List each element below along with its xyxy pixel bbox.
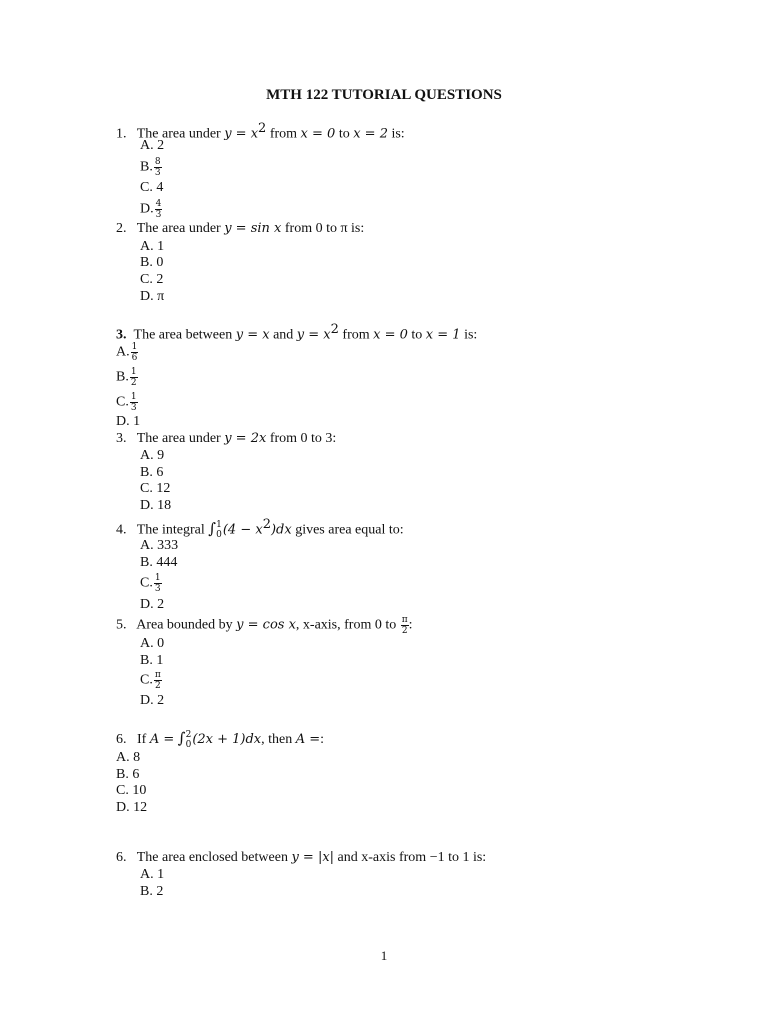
numerator: π bbox=[154, 670, 161, 680]
math-expression: x = 0 bbox=[373, 327, 408, 343]
question-text: to bbox=[338, 126, 350, 142]
upper-limit: 2 bbox=[185, 730, 192, 740]
option-b bbox=[140, 157, 162, 178]
option-a: A. 1 bbox=[140, 239, 165, 254]
math-expression: x = 1 bbox=[425, 327, 461, 343]
option-c: C. 12 bbox=[140, 481, 171, 496]
question-text: The area under bbox=[136, 431, 221, 446]
question-number: 1. bbox=[116, 126, 127, 142]
option-a: A. 333 bbox=[140, 538, 179, 553]
fraction bbox=[155, 199, 163, 220]
numerator: 1 bbox=[130, 367, 137, 377]
option-d: D. 2 bbox=[140, 693, 165, 708]
exponent: 2 bbox=[262, 517, 271, 532]
option-a: A. 2 bbox=[140, 138, 165, 153]
question-text: If bbox=[137, 732, 147, 748]
integral-limits bbox=[186, 730, 192, 750]
question-number: 6. bbox=[116, 850, 127, 865]
denominator: 6 bbox=[131, 353, 138, 363]
question-text: and bbox=[273, 327, 294, 343]
question-2 bbox=[116, 221, 364, 237]
question-text: , then bbox=[261, 732, 293, 748]
numerator: 4 bbox=[155, 199, 162, 209]
denominator: 3 bbox=[155, 210, 162, 220]
math-expression: A = bbox=[295, 732, 321, 748]
math-expression: A = bbox=[149, 732, 175, 748]
question-text: The area enclosed between bbox=[136, 850, 288, 865]
question-6 bbox=[116, 730, 324, 750]
fraction bbox=[130, 367, 138, 388]
option-c bbox=[140, 670, 162, 691]
option-c bbox=[116, 392, 138, 413]
option-b bbox=[116, 367, 138, 388]
question-text: he area between bbox=[142, 327, 233, 343]
page-number: 1 bbox=[380, 948, 388, 963]
option-c bbox=[140, 573, 162, 594]
denominator: 3 bbox=[154, 584, 161, 594]
option-label: C. bbox=[116, 394, 129, 410]
option-b: B. 1 bbox=[140, 653, 164, 668]
option-label: B. bbox=[116, 369, 129, 385]
question-text: from bbox=[342, 327, 370, 343]
fraction bbox=[154, 670, 162, 691]
question-text: gives area equal to: bbox=[295, 522, 404, 538]
question-text: and x-axis from −1 to 1 is: bbox=[337, 850, 487, 865]
denominator: 2 bbox=[130, 378, 137, 388]
math-expression: y = 2x bbox=[224, 431, 267, 446]
math-expression: )dx bbox=[270, 522, 292, 538]
option-d: D. 2 bbox=[140, 597, 165, 612]
math-expression: x = 0 bbox=[300, 126, 336, 142]
option-d: D. 1 bbox=[116, 414, 141, 429]
option-b: B. 444 bbox=[140, 555, 178, 570]
exponent: 2 bbox=[258, 121, 267, 136]
option-label: C. bbox=[140, 575, 153, 591]
question-3b bbox=[116, 431, 336, 447]
fraction bbox=[154, 157, 162, 178]
question-text: , x-axis, from 0 to bbox=[295, 617, 397, 633]
option-label: D. bbox=[140, 201, 154, 217]
option-label: A. bbox=[116, 344, 130, 360]
option-b: B. 6 bbox=[140, 465, 164, 480]
question-text: is: bbox=[391, 126, 405, 142]
math-expression: y = sin x bbox=[224, 221, 282, 236]
question-4 bbox=[116, 517, 404, 540]
fraction bbox=[401, 615, 409, 636]
question-text: : bbox=[408, 617, 413, 633]
page-title: MTH 122 TUTORIAL QUESTIONS bbox=[266, 87, 502, 103]
upper-limit: 1 bbox=[216, 520, 222, 531]
fraction bbox=[154, 573, 162, 594]
question-5 bbox=[116, 615, 413, 636]
question-text: Area bounded by bbox=[136, 617, 233, 633]
math-expression: y = |x| bbox=[291, 850, 335, 865]
numerator: 1 bbox=[130, 392, 137, 402]
option-d: D. 12 bbox=[116, 800, 148, 815]
integral-limits bbox=[216, 520, 222, 540]
fraction bbox=[130, 392, 138, 413]
denominator: 3 bbox=[154, 168, 161, 178]
question-text: is: bbox=[464, 327, 478, 343]
question-number: 2. bbox=[116, 221, 127, 236]
fraction bbox=[131, 342, 139, 363]
question-text: : bbox=[320, 732, 325, 748]
numerator: 8 bbox=[154, 157, 161, 167]
option-a: A. 8 bbox=[116, 750, 141, 765]
option-d: D. π bbox=[140, 289, 165, 304]
numerator: 1 bbox=[131, 342, 138, 352]
numerator: 1 bbox=[154, 573, 161, 583]
math-expression: x = 2 bbox=[353, 126, 388, 142]
math-expression: (2x + 1)dx bbox=[192, 732, 262, 748]
option-b: B. 0 bbox=[140, 255, 164, 270]
option-b: B. 2 bbox=[140, 884, 164, 899]
question-text: from bbox=[269, 126, 298, 142]
question-text: from 0 to π is: bbox=[284, 221, 365, 236]
question-number: 4. bbox=[116, 522, 127, 538]
option-c: C. 4 bbox=[140, 180, 164, 195]
lower-limit: 0 bbox=[216, 530, 222, 541]
math-expression: (4 − x bbox=[222, 522, 263, 538]
option-a: A. 9 bbox=[140, 448, 165, 463]
option-c: C. 10 bbox=[116, 783, 147, 798]
math-expression: y = cos x bbox=[236, 617, 296, 633]
option-a: A. 1 bbox=[140, 867, 165, 882]
numerator: π bbox=[401, 615, 408, 625]
question-number: 5. bbox=[116, 617, 127, 633]
exponent: 2 bbox=[330, 322, 339, 337]
option-label: C. bbox=[140, 672, 153, 688]
option-c: C. 2 bbox=[140, 272, 164, 287]
question-number: 6. bbox=[116, 732, 127, 748]
question-text: from 0 to 3: bbox=[269, 431, 337, 446]
question-text: The area under bbox=[136, 221, 221, 236]
denominator: 2 bbox=[154, 681, 161, 691]
question-6b bbox=[116, 850, 486, 866]
integral-sign: ∫ bbox=[177, 729, 186, 748]
option-b: B. 6 bbox=[116, 767, 140, 782]
question-text: T bbox=[133, 327, 143, 343]
math-expression: y = x bbox=[296, 327, 331, 343]
denominator: 2 bbox=[401, 626, 408, 636]
option-label: B. bbox=[140, 159, 153, 175]
math-expression: y = x bbox=[235, 327, 270, 343]
option-d: D. 18 bbox=[140, 498, 172, 513]
question-text: The integral bbox=[136, 522, 205, 538]
lower-limit: 0 bbox=[185, 740, 192, 750]
question-text: The area under bbox=[136, 126, 221, 142]
option-a: A. 0 bbox=[140, 636, 165, 651]
question-text: to bbox=[411, 327, 423, 343]
integral-sign: ∫ bbox=[208, 519, 217, 538]
math-expression: y = x bbox=[224, 126, 259, 142]
question-3 bbox=[116, 322, 477, 344]
option-d bbox=[140, 199, 162, 220]
question-number: 3. bbox=[116, 431, 127, 446]
option-a bbox=[116, 342, 138, 363]
question-number: 3. bbox=[116, 327, 127, 343]
denominator: 3 bbox=[130, 403, 137, 413]
